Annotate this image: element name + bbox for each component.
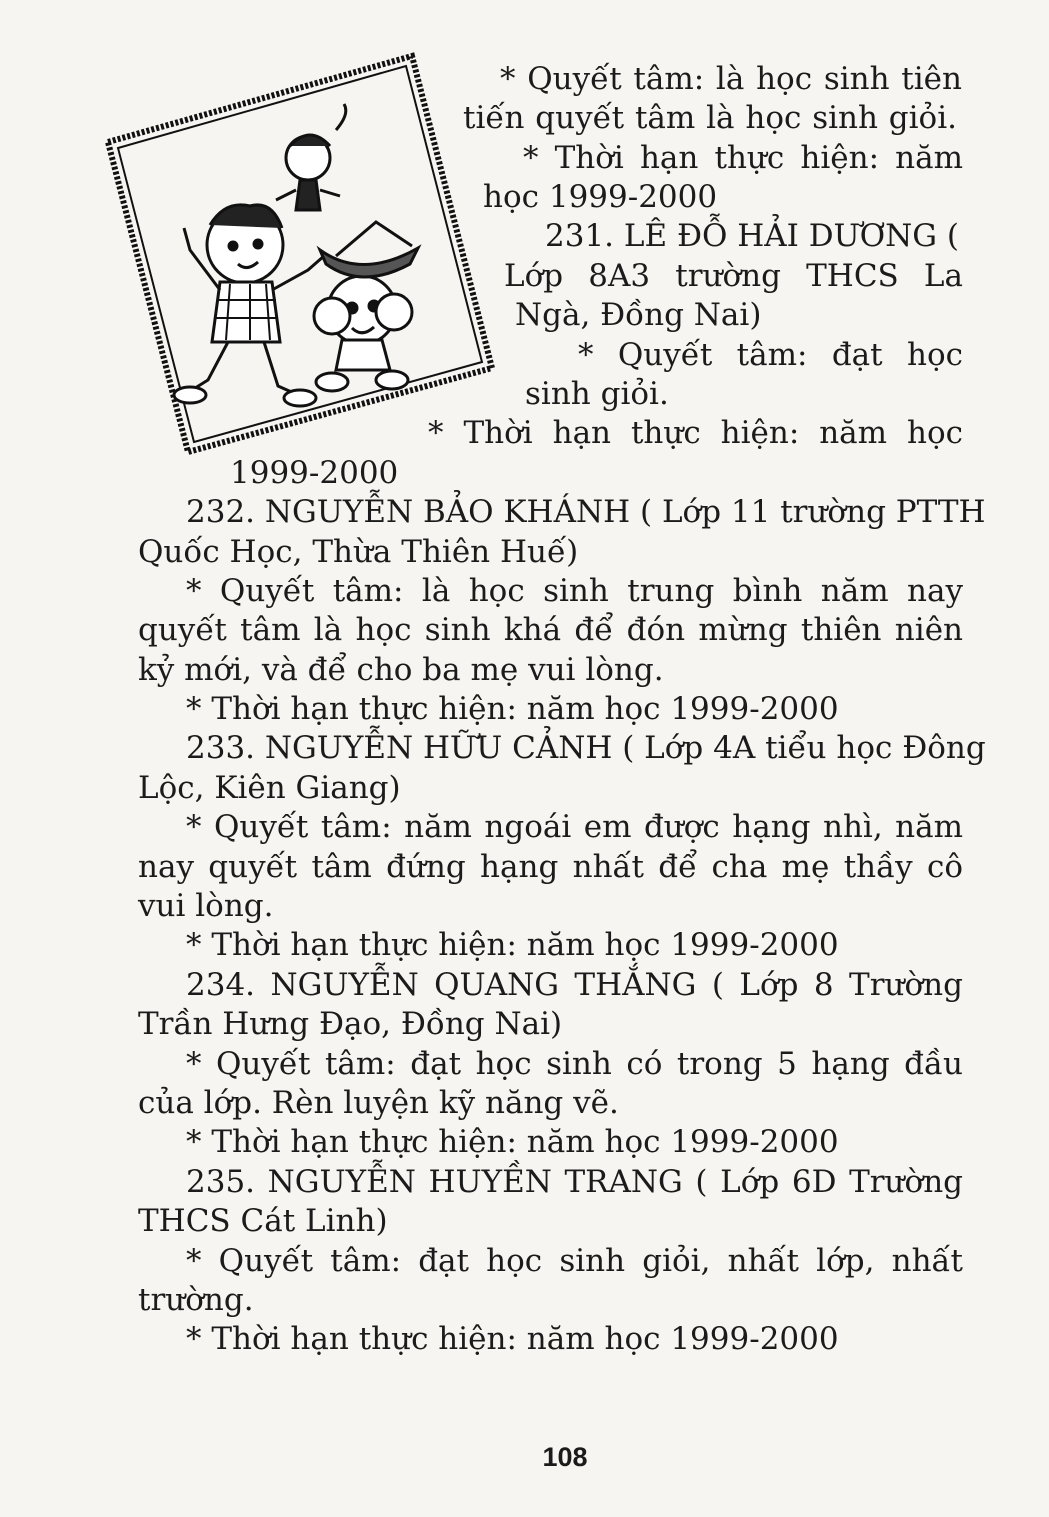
- text-line: * Quyết tâm: là học sinh tiên: [500, 61, 962, 97]
- text-line: Lớp 8A3 trường THCS La: [504, 258, 963, 294]
- cartoon-illustration: [100, 50, 500, 460]
- text-line: * Quyết tâm: đạt học sinh có trong 5 hạng đầu: [186, 1046, 963, 1082]
- text-line: * Quyết tâm: đạt học: [578, 337, 963, 373]
- text-line: * Quyết tâm: năm ngoái em được hạng nhì, năm: [186, 809, 963, 845]
- entry-heading: 232. NGUYỄN BẢO KHÁNH ( Lớp 11 trường PTTH: [186, 494, 986, 530]
- text-line: quyết tâm là học sinh khá để đón mừng thiên niên: [138, 612, 963, 648]
- text-line: vui lòng.: [138, 888, 274, 924]
- text-line: * Quyết tâm: đạt học sinh giỏi, nhất lớp, nhất: [186, 1243, 963, 1279]
- entry-heading: 231. LÊ ĐỖ HẢI DƯƠNG (: [545, 218, 959, 254]
- text-line: của lớp. Rèn luyện kỹ năng vẽ.: [138, 1085, 619, 1121]
- text-line: * Quyết tâm: là học sinh trung bình năm nay: [186, 573, 963, 609]
- text-line: sinh giỏi.: [525, 376, 669, 412]
- text-line: THCS Cát Linh): [138, 1203, 388, 1239]
- text-line: tiến quyết tâm là học sinh giỏi.: [463, 100, 957, 136]
- text-line: kỷ mới, và để cho ba mẹ vui lòng.: [138, 652, 664, 688]
- entry-heading: 234. NGUYỄN QUANG THẮNG ( Lớp 8 Trường: [186, 967, 963, 1003]
- text-line: Trần Hưng Đạo, Đồng Nai): [138, 1006, 563, 1042]
- text-line: học 1999-2000: [483, 179, 718, 215]
- text-line: * Thời hạn thực hiện: năm học 1999-2000: [186, 927, 839, 963]
- text-line: * Thời hạn thực hiện: năm: [523, 140, 963, 176]
- text-line: * Thời hạn thực hiện: năm học 1999-2000: [186, 1124, 839, 1160]
- text-line: * Thời hạn thực hiện: năm học 1999-2000: [186, 1321, 839, 1357]
- text-line: 1999-2000: [230, 455, 399, 491]
- text-line: nay quyết tâm đứng hạng nhất để cha mẹ thầy cô: [138, 849, 963, 885]
- page-number: 108: [542, 1442, 588, 1472]
- entry-heading: 235. NGUYỄN HUYỀN TRANG ( Lớp 6D Trường: [186, 1164, 963, 1200]
- text-line: Ngà, Đồng Nai): [515, 297, 762, 333]
- text-line: Quốc Học, Thừa Thiên Huế): [138, 534, 579, 570]
- text-line: * Thời hạn thực hiện: năm học: [428, 415, 963, 451]
- entry-heading: 233. NGUYỄN HỮU CẢNH ( Lớp 4A tiểu học Đông: [186, 730, 986, 766]
- text-line: Lộc, Kiên Giang): [138, 770, 401, 806]
- text-line: * Thời hạn thực hiện: năm học 1999-2000: [186, 691, 839, 727]
- text-line: trường.: [138, 1282, 254, 1318]
